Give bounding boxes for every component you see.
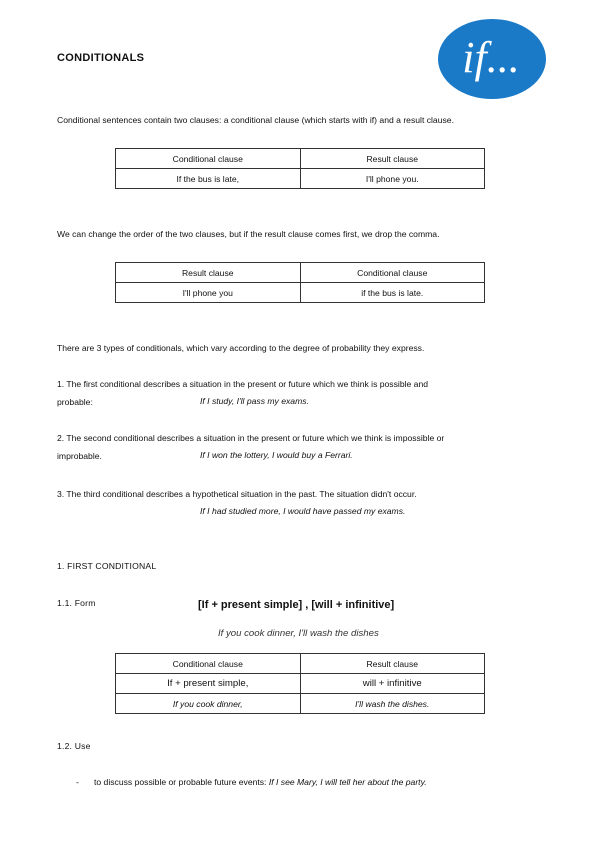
- table-cell: will + infinitive: [300, 674, 485, 694]
- type-2-line1: 2. The second conditional describes a situation in the present or future which we think is impossible or: [57, 433, 445, 443]
- table-header: Result clause: [300, 654, 485, 674]
- table-cell: if the bus is late.: [300, 283, 485, 303]
- form-label: 1.1. Form: [57, 598, 96, 608]
- table-header: Result clause: [116, 263, 301, 283]
- table-first-conditional: [115, 653, 485, 714]
- table-header: Result clause: [300, 149, 485, 169]
- type-1-line2: probable:: [57, 397, 93, 407]
- table-reversed: [115, 262, 485, 303]
- table-cell: If you cook dinner,: [116, 694, 301, 714]
- table-row: [116, 283, 485, 303]
- form-formula: [If + present simple] , [will + infinitive]: [198, 599, 395, 611]
- table-cell: I'll wash the dishes.: [300, 694, 485, 714]
- table-header-row: [116, 654, 485, 674]
- bullet-dash: -: [76, 777, 79, 787]
- type-1-line1: 1. The first conditional describes a situation in the present or future which we think is possible and: [57, 379, 429, 389]
- order-note: We can change the order of the two clauses, but if the result clause comes first, we drop the comma.: [57, 229, 440, 239]
- table-header: Conditional clause: [116, 654, 301, 674]
- table-clauses: [115, 148, 485, 189]
- table-row: [116, 169, 485, 189]
- table-row: [116, 694, 485, 714]
- table-cell: I'll phone you: [116, 283, 301, 303]
- type-3-line1: 3. The third conditional describes a hypothetical situation in the past. The situation didn't occur.: [57, 489, 417, 499]
- use-item: [94, 777, 427, 787]
- form-example: If you cook dinner, I'll wash the dishes: [218, 628, 379, 639]
- types-intro: There are 3 types of conditionals, which vary according to the degree of probability they express.: [57, 343, 425, 353]
- page-title: CONDITIONALS: [57, 52, 145, 64]
- table-cell: If + present simple,: [116, 674, 301, 694]
- type-2-example: If I won the lottery, I would buy a Ferrari.: [200, 450, 353, 460]
- table-row: [116, 674, 485, 694]
- intro-text: Conditional sentences contain two clauses: a conditional clause (which starts with if) and a result clause.: [57, 115, 454, 125]
- table-header: Conditional clause: [116, 149, 301, 169]
- use-item-text: to discuss possible or probable future events:: [94, 777, 269, 787]
- logo-text: if...: [462, 33, 520, 82]
- table-header: Conditional clause: [300, 263, 485, 283]
- table-header-row: [116, 263, 485, 283]
- table-cell: I'll phone you.: [300, 169, 485, 189]
- table-header-row: [116, 149, 485, 169]
- type-2-line2: improbable.: [57, 451, 102, 461]
- if-logo: [437, 18, 547, 100]
- section-heading: 1. FIRST CONDITIONAL: [57, 561, 157, 571]
- type-3-example: If I had studied more, I would have passed my exams.: [200, 506, 406, 516]
- use-label: 1.2. Use: [57, 741, 91, 751]
- table-cell: If the bus is late,: [116, 169, 301, 189]
- type-1-example: If I study, I'll pass my exams.: [200, 396, 309, 406]
- use-item-example: If I see Mary, I will tell her about the party.: [268, 777, 427, 787]
